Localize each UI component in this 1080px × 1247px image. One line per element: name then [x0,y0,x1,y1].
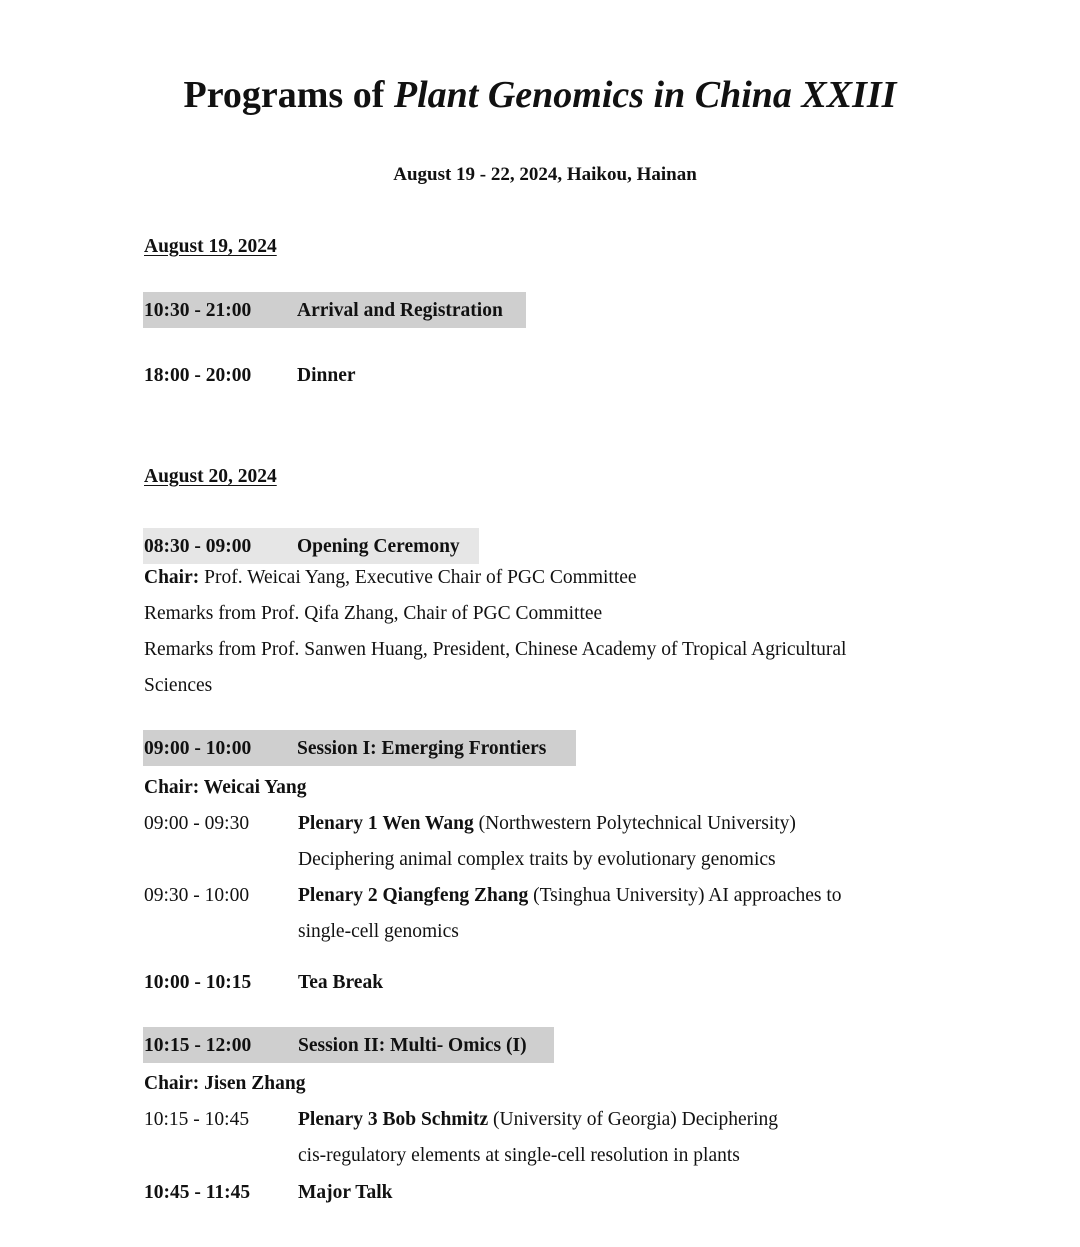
tea-break-row [144,971,383,995]
talk-plenary: Plenary 1 [298,813,378,834]
opening-remarks-2-line2: Sciences [144,675,213,696]
talk-affiliation: (Tsinghua University) AI approaches to [533,885,842,906]
talk-speaker: Wen Wang [382,813,474,834]
title-prefix: Programs of [183,74,385,116]
day-heading-aug-19: August 19, 2024 [144,236,277,257]
talk-row [144,806,842,842]
session-2-row [143,1027,554,1063]
session-1-talks [144,806,842,950]
talk-speaker: Qiangfeng Zhang [382,885,529,906]
tea-break-label: Tea Break [298,972,384,993]
major-talk-label: Major Talk [298,1182,393,1203]
session-2-time: 10:15 - 12:00 [144,1035,252,1056]
talk-row [144,1102,778,1138]
title-conference-name: Plant Genomics in China XXIII [393,74,897,116]
tea-break-time: 10:00 - 10:15 [144,972,252,993]
talk-affiliation: (Northwestern Polytechnical University) [478,813,796,834]
day-heading-aug-20: August 20, 2024 [144,466,277,487]
session-2-chair: Chair: Jisen Zhang [144,1073,306,1094]
registration-label: Arrival and Registration [297,300,503,321]
opening-ceremony-row [143,528,479,564]
session-1-time: 09:00 - 10:00 [144,738,252,759]
talk-row [144,878,842,914]
dinner-row [144,364,356,388]
event-dates-location: August 19 - 22, 2024, Haikou, Hainan [393,164,697,185]
opening-label: Opening Ceremony [297,536,460,557]
session-2-talks [144,1102,778,1174]
talk-time: 10:15 - 10:45 [144,1109,250,1130]
major-talk-row [144,1181,392,1205]
dinner-time: 18:00 - 20:00 [144,365,252,386]
session-1-chair: Chair: Weicai Yang [144,777,307,798]
registration-time: 10:30 - 21:00 [144,300,252,321]
talk-time: 09:00 - 09:30 [144,813,250,834]
talk-affiliation: (University of Georgia) Deciphering [493,1109,779,1130]
session-2-label: Session II: Multi- Omics (I) [298,1035,527,1056]
opening-chair-label: Chair: [144,567,200,588]
talk-title-line: single-cell genomics [298,921,459,942]
dinner-label: Dinner [297,365,356,386]
talk-title-line: cis-regulatory elements at single-cell resolution in plants [298,1145,740,1166]
major-talk-time: 10:45 - 11:45 [144,1182,251,1203]
page-title [0,72,1080,118]
opening-remarks-2-line1: Remarks from Prof. Sanwen Huang, President, Chinese Academy of Tropical Agricultural [144,639,847,660]
opening-chair-text: Prof. Weicai Yang, Executive Chair of PGC Committee [204,567,637,588]
session-1-label: Session I: Emerging Frontiers [297,738,547,759]
opening-time: 08:30 - 09:00 [144,536,252,557]
talk-plenary: Plenary 2 [298,885,378,906]
opening-chair [144,566,637,590]
talk-time: 09:30 - 10:00 [144,885,250,906]
opening-remarks-1: Remarks from Prof. Qifa Zhang, Chair of PGC Committee [144,603,603,624]
talk-title-line: Deciphering animal complex traits by evolutionary genomics [298,849,776,870]
registration-row [143,292,526,328]
session-1-row [143,730,576,766]
talk-speaker: Bob Schmitz [382,1109,489,1130]
talk-plenary: Plenary 3 [298,1109,378,1130]
